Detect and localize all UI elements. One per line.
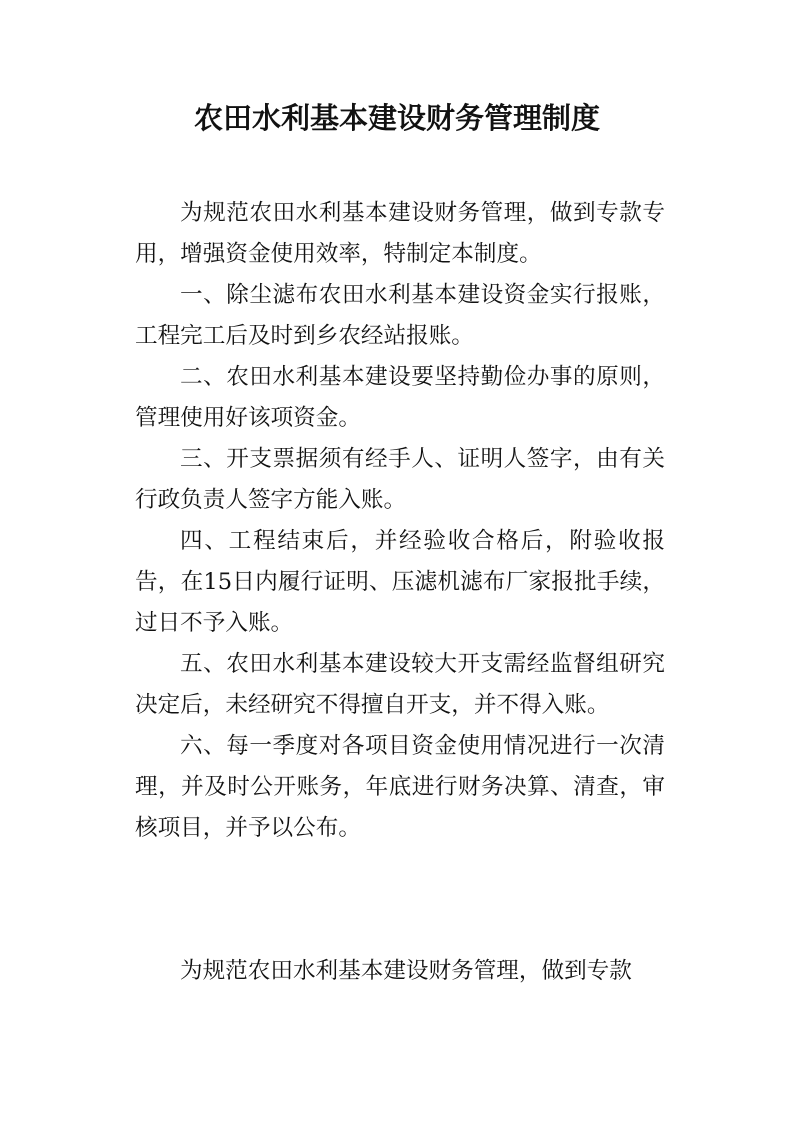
document-title: 农田水利基本建设财务管理制度 — [193, 101, 600, 135]
paragraph-rule-5: 五、农田水利基本建设较大开支需经监督组研究决定后，未经研究不得擅自开支，并不得入账。 — [135, 651, 665, 718]
paragraph-rule-1: 一、除尘滤布农田水利基本建设资金实行报账，工程完工后及时到乡农经站报账。 — [135, 282, 665, 349]
paragraph-intro: 为规范农田水利基本建设财务管理，做到专款专用，增强资金使用效率，特制定本制度。 — [135, 200, 665, 267]
repeated-section — [135, 951, 665, 992]
paragraph-rule-4: 四、工程结束后，并经验收合格后，附验收报告，在15日内履行证明、压滤机滤布厂家报批手续，过日不予入账。 — [135, 528, 665, 636]
paragraph-repeated-intro: 为规范农田水利基本建设财务管理，做到专款 — [180, 958, 632, 984]
paragraph-rule-3: 三、开支票据须有经手人、证明人签字，由有关行政负责人签字方能入账。 — [135, 446, 665, 513]
paragraph-rule-2: 二、农田水利基本建设要坚持勤俭办事的原则，管理使用好该项资金。 — [135, 364, 665, 431]
document-body — [135, 193, 665, 849]
paragraph-rule-6: 六、每一季度对各项目资金使用情况进行一次清理，并及时公开账务，年底进行财务决算、清查，审核项目，并予以公布。 — [135, 733, 665, 841]
